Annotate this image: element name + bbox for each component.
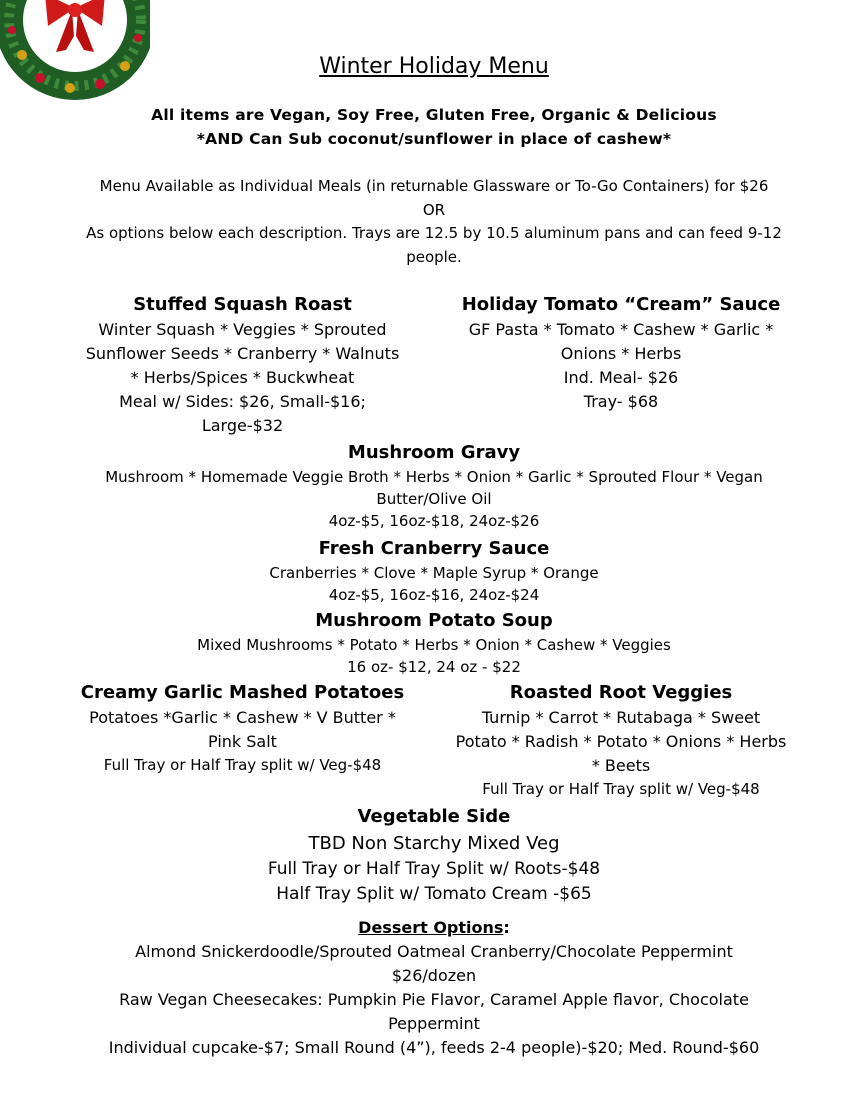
dessert-heading-colon: :	[503, 918, 510, 937]
menu-item-mashed-potatoes	[80, 680, 405, 776]
menu-item-root-veggies	[455, 680, 787, 800]
dessert-cookies-price: $26/dozen	[391, 966, 477, 985]
menu-intro	[70, 175, 798, 269]
item-name: Roasted Root Veggies	[509, 682, 733, 703]
menu-item-vegetable-side	[85, 804, 783, 907]
item-description: Mixed Mushrooms * Potato * Herbs * Onion * Cashew * Veggies	[197, 636, 671, 654]
item-description: Mushroom * Homemade Veggie Broth * Herbs * Onion * Garlic * Sprouted Flour * Vegan Butter/Olive Oil	[105, 468, 763, 508]
wreath-icon	[0, 0, 150, 102]
menu-item-stuffed-squash	[80, 292, 405, 438]
dessert-section	[80, 916, 788, 1060]
dessert-heading	[80, 916, 788, 940]
menu-item-tomato-sauce	[450, 292, 792, 414]
item-name: Stuffed Squash Roast	[133, 294, 352, 315]
item-name: Vegetable Side	[357, 806, 511, 827]
item-description: TBD Non Starchy Mixed Veg	[308, 833, 560, 854]
item-price-tray: Tray- $68	[583, 392, 659, 411]
dessert-heading-text: Dessert Options	[358, 918, 504, 937]
dessert-cheesecakes: Raw Vegan Cheesecakes: Pumpkin Pie Flavor, Caramel Apple flavor, Chocolate Peppermint	[119, 990, 749, 1033]
item-description: Turnip * Carrot * Rutabaga * Sweet Potato * Radish * Potato * Onions * Herbs * Beets	[455, 708, 787, 775]
menu-item-mushroom-soup	[85, 608, 783, 678]
item-name: Mushroom Gravy	[347, 442, 521, 463]
item-name: Holiday Tomato “Cream” Sauce	[461, 294, 781, 315]
item-price: 4oz-$5, 16oz-$18, 24oz-$26	[328, 512, 540, 530]
item-description: Winter Squash * Veggies * Sprouted Sunflower Seeds * Cranberry * Walnuts * Herbs/Spices * Buckwheat	[85, 320, 400, 387]
item-name: Creamy Garlic Mashed Potatoes	[80, 682, 405, 703]
item-price-roots: Full Tray or Half Tray Split w/ Roots-$48	[267, 859, 601, 879]
dessert-cheesecake-prices: Individual cupcake-$7; Small Round (4”), feeds 2-4 people)-$20; Med. Round-$60	[108, 1038, 760, 1057]
menu-item-mushroom-gravy	[85, 440, 783, 532]
item-description: Potatoes *Garlic * Cashew * V Butter * Pink Salt	[89, 708, 396, 751]
item-price-tomato: Half Tray Split w/ Tomato Cream -$65	[276, 884, 592, 904]
intro-individual-meals: Menu Available as Individual Meals (in returnable Glassware or To-Go Containers) for $26	[99, 177, 769, 195]
wreath-image	[0, 0, 150, 102]
item-name: Mushroom Potato Soup	[315, 610, 553, 631]
menu-item-cranberry-sauce	[85, 536, 783, 606]
page-title: Winter Holiday Menu	[319, 54, 549, 79]
item-description: Cranberries * Clove * Maple Syrup * Orange	[269, 564, 599, 582]
dessert-cookies: Almond Snickerdoodle/Sprouted Oatmeal Cranberry/Chocolate Peppermint	[135, 942, 733, 961]
intro-trays: As options below each description. Trays are 12.5 by 10.5 aluminum pans and can feed 9-12 people.	[86, 224, 782, 266]
item-price: 16 oz- $12, 24 oz - $22	[347, 658, 521, 676]
item-price: Meal w/ Sides: $26, Small-$16; Large-$32	[119, 392, 366, 435]
item-description: GF Pasta * Tomato * Cashew * Garlic * Onions * Herbs	[468, 320, 774, 363]
intro-or: OR	[422, 200, 446, 219]
item-price: Full Tray or Half Tray split w/ Veg-$48	[482, 780, 760, 798]
item-price: 4oz-$5, 16oz-$16, 24oz-$24	[328, 586, 540, 604]
item-name: Fresh Cranberry Sauce	[318, 538, 550, 559]
dietary-note: All items are Vegan, Soy Free, Gluten Free, Organic & Delicious	[151, 106, 717, 124]
item-price-meal: Ind. Meal- $26	[563, 368, 679, 387]
substitution-note: *AND Can Sub coconut/sunflower in place of cashew*	[196, 130, 672, 148]
item-price: Full Tray or Half Tray split w/ Veg-$48	[103, 756, 382, 774]
